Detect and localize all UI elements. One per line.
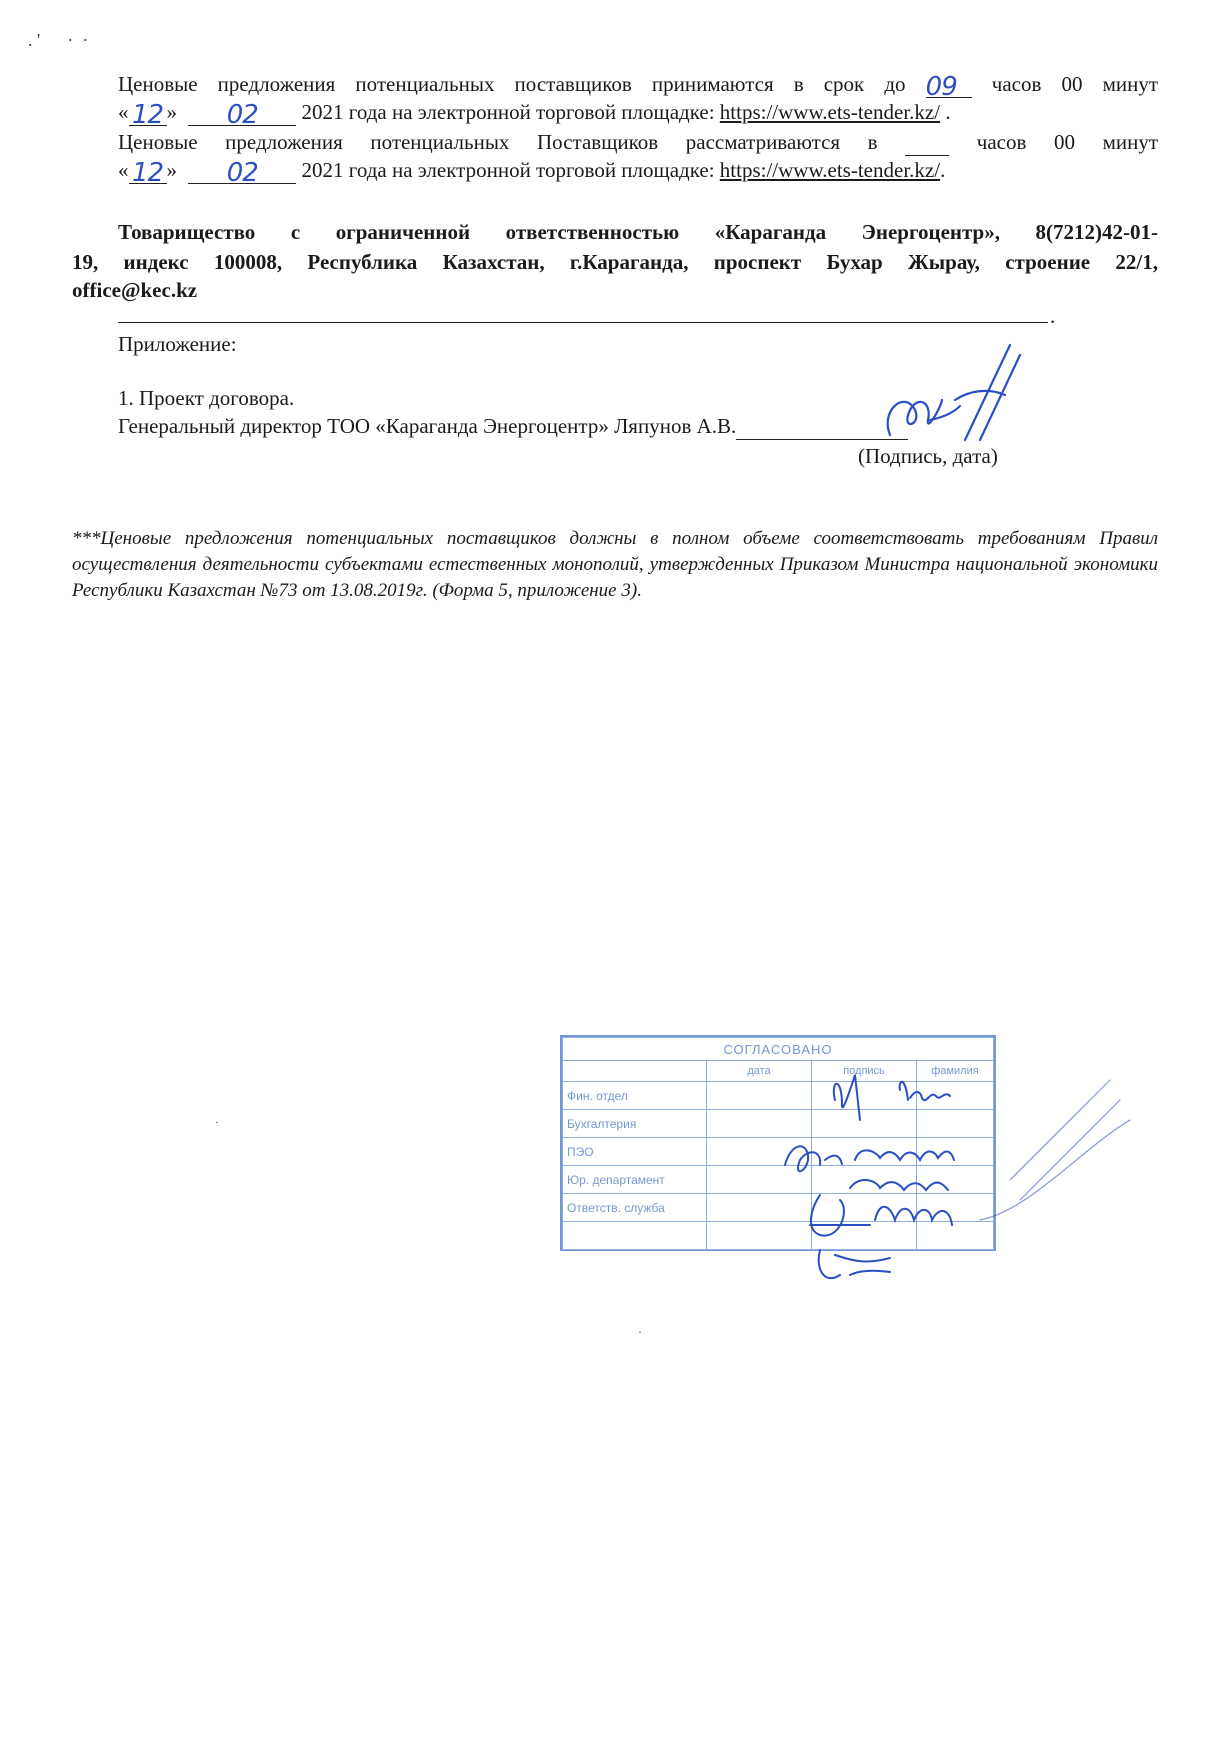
para1-line2: [118, 98, 1158, 130]
company-line1: Товарищество с ограниченной ответственностью «Караганда Энергоцентр», 8(7212)42-01-: [118, 220, 1158, 244]
ets-tender-link-2[interactable]: https://www.ets-tender.kz/: [719, 158, 941, 182]
para1-end: .: [945, 100, 951, 124]
stray-pen-lines: [980, 1080, 1130, 1220]
director-signature: [870, 340, 1030, 450]
stamp-row-label: ПЭО: [563, 1138, 707, 1166]
para1-text-b: часов 00 минут: [991, 72, 1159, 96]
legal-name-scribble: [850, 1180, 948, 1190]
legal-signature: [810, 1195, 870, 1236]
resp-signature: [819, 1250, 890, 1278]
resp-name-scribble: [875, 1207, 952, 1225]
para2-end: .: [940, 158, 946, 182]
scan-artifact: ·: [638, 1325, 642, 1339]
attachment-heading: Приложение:: [118, 332, 237, 356]
handwritten-month: 02: [226, 100, 258, 130]
approval-signatures: [780, 1060, 1140, 1290]
company-email: office@kec.kz: [72, 278, 198, 302]
handwritten-month-2: 02: [226, 158, 258, 188]
handwritten-day: 12: [131, 100, 164, 130]
ets-tender-link[interactable]: https://www.ets-tender.kz/: [719, 100, 941, 124]
fin-signature: [834, 1075, 860, 1120]
stamp-col-sign: подпись: [812, 1061, 917, 1082]
stamp-row-label: [563, 1222, 707, 1250]
para1-text-a: Ценовые предложения потенциальных поставщиков принимаются в срок до: [118, 72, 906, 96]
quote-close: »: [166, 100, 177, 124]
stamp-col-date: дата: [707, 1061, 812, 1082]
para2-text-a: Ценовые предложения потенциальных Поставщиков рассматриваются в: [118, 130, 878, 154]
quote-open: «: [118, 100, 129, 124]
quote-close-2: »: [166, 158, 177, 182]
quote-open-2: «: [118, 158, 129, 182]
stamp-col-name: фамилия: [917, 1061, 994, 1082]
scan-artifact: ·: [215, 1115, 219, 1129]
stamp-title: СОГЛАСОВАНО: [563, 1038, 994, 1061]
separator-rule: [118, 322, 1048, 323]
peo-name-scribble: [855, 1150, 954, 1160]
footnote: ***Ценовые предложения потенциальных поставщиков должны в полном объеме соответствовать требованиям Правил осуществления деятельности субъектами естественных монополий, утвержденных Приказом Министра национальной экономики Республики Казахстан №73 от 13.08.2019г. (Форма 5, приложение 3).: [72, 528, 1158, 601]
stamp-row-label: Юр. департамент: [563, 1166, 707, 1194]
sign-caption: (Подпись, дата): [858, 444, 998, 468]
stamp-row-label: Бухгалтерия: [563, 1110, 707, 1138]
para1-year-text: 2021 года на электронной торговой площадке:: [301, 100, 715, 124]
para2-text-b: часов 00 минут: [976, 130, 1159, 154]
scan-artifact: . ' · ·: [28, 30, 89, 50]
para2-line2: [118, 156, 1158, 188]
separator-dot: .: [1050, 304, 1056, 328]
para2-line1: [118, 128, 1158, 156]
para2-year-text: 2021 года на электронной торговой площадке:: [301, 158, 715, 182]
attachment-item-1: 1. Проект договора.: [118, 386, 295, 410]
handwritten-day-2: 12: [131, 158, 164, 188]
fin-name-scribble: [900, 1082, 950, 1100]
peo-signature: [785, 1146, 842, 1171]
handwritten-hour: 09: [925, 72, 957, 102]
stamp-row-label: Ответств. служба: [563, 1194, 707, 1222]
para1-line1: [118, 70, 1159, 102]
stamp-row-label: Фин. отдел: [563, 1082, 707, 1110]
company-line2: 19, индекс 100008, Республика Казахстан, г.Караганда, проспект Бухар Жырау, строение 22/1,: [72, 250, 1158, 274]
signer-text: Генеральный директор ТОО «Караганда Энергоцентр» Ляпунов А.В.: [118, 414, 737, 438]
